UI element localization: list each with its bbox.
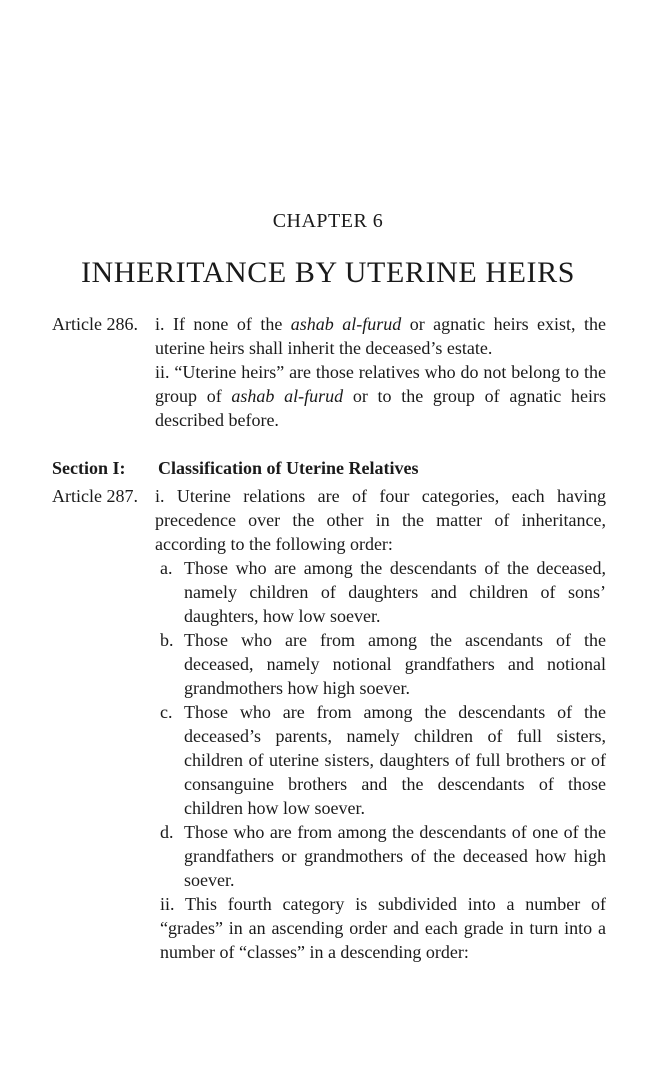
section-title: Classification of Uterine Relatives xyxy=(158,458,419,478)
article-287-label: Article 287. xyxy=(52,486,138,506)
article-286-label: Article 286. xyxy=(52,314,138,334)
article-286-para-2: ii. “Uterine heirs” are those relatives who do not belong to the group of ashab al-furud or to the group of agnatic heirs described before. xyxy=(155,362,606,430)
list-item-b: b. Those who are from among the ascendants of the deceased, namely notional grandfathers and notional grandmothers how high soever. xyxy=(160,630,606,698)
article-286-body xyxy=(155,312,606,432)
list-item-a: a. Those who are among the descendants of the deceased, namely children of daughters and children of sons’ daughters, how low soever. xyxy=(160,558,606,626)
chapter-label: CHAPTER 6 xyxy=(272,210,384,232)
article-287-intro: i. Uterine relations are of four categories, each having precedence over the other in the matter of inheritance, according to the following order: xyxy=(155,486,606,554)
section-label: Section I: xyxy=(52,458,126,478)
list-item-d: d. Those who are from among the descendants of one of the grandfathers or grandmothers of the deceased how high soever. xyxy=(160,822,606,890)
article-287-closing: ii. This fourth category is subdivided into a number of “grades” in an ascending order and each grade in turn into a number of “classes” in a descending order: xyxy=(160,894,606,962)
article-286-para-1: i. If none of the ashab al-furud or agnatic heirs exist, the uterine heirs shall inherit the deceased’s estate. xyxy=(155,314,606,358)
chapter-title: INHERITANCE BY UTERINE HEIRS xyxy=(80,256,576,289)
list-item-c: c. Those who are from among the descendants of the deceased’s parents, namely children of full sisters, children of uterine sisters, daughters of full brothers or of consanguine brothers and the descendants of those children how low soever. xyxy=(160,702,606,818)
